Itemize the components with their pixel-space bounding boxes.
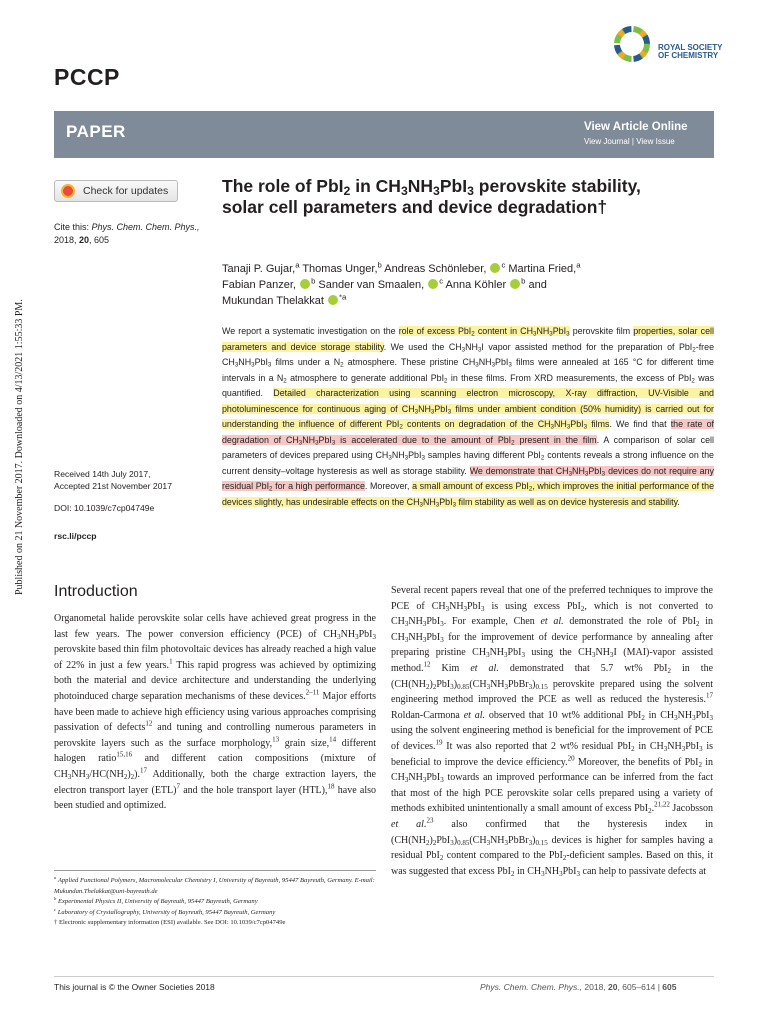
paper-banner (54, 111, 714, 158)
highlight-red: We demonstrate that $CH_3NH_3PbI_3$ devices do not require any residual PbI$_2$ for a high performance (222, 465, 714, 493)
abstract: We report a systematic investigation on the role of excess PbI$_2$ content in $CH_3NH_3PbI_3$ perovskite film properties, solar cell parameters and device storage stability. We used the $CH_3NH_3I$ vapor assisted method for the preparation of PbI$_2$-free $CH_3NH_3PbI_3$ films under a $N_2$ atmosphere. These pristine $CH_3NH_3PbI_3$ films were annealed at 165 °C for different time intervals in a $N_2$ atmosphere to generate additional PbI$_2$ in these films. From XRD measurements, the excess of PbI$_2$ was quantified. Detailed characterization using scanning electron microscopy, X-ray diffraction, UV-Visible and photoluminescence for continuous aging of $CH_3NH_3PbI_3$ films under ambient condition (50% humidity) is carried out for understanding the influence of different PbI$_2$ contents on degradation of the $CH_3NH_3PbI_3$ films. We find that the rate of degradation of $CH_3NH_3PbI_3$ is accelerated due to the amount of PbI$_2$ present in the film. A comparison of solar cell parameters of devices prepared using $CH_3NH_3PbI_3$ samples having different PbI$_2$ contents reveals a strong influence on the current density–voltage hysteresis as well as storage stability. We demonstrate that $CH_3NH_3PbI_3$ devices do not require any residual PbI$_2$ for a high performance. Moreover, a small amount of excess PbI$_2$, which improves the initial performance of the devices slightly, has undesirable effects on the $CH_3NH_3PbI_3$ film stability as well as on device hysteresis and stability. (222, 326, 715, 509)
author-list: Tanaji P. Gujar,$^a$ Thomas Unger,$^b$ Andreas Schönleber, $^c$ Martina Fried,$^a$ Fabian Panzer, $^b$ Sander van Smaalen, $^c$ Anna Köhler $^b$ and Mukundan Thelakkat $^{*a}$ (222, 260, 581, 307)
affiliation-b: $^b$ Experimental Physics II, University of Bayreuth, 95447 Bayreuth, Germany (54, 895, 258, 905)
highlight-red: the rate of degradation of $CH_3NH_3PbI_3$ is accelerated due to the amount of PbI$_2$ present in the film (222, 419, 714, 447)
affiliation-c: $^c$ Laboratory of Crystallography, University of Bayreuth, 95447 Bayreuth, Germany (54, 906, 276, 916)
check-for-updates-button[interactable] (54, 180, 178, 202)
footnote-divider (54, 870, 376, 871)
orcid-icon[interactable] (328, 295, 338, 305)
orcid-icon[interactable] (300, 279, 310, 289)
journal-name: PCCP (54, 64, 120, 90)
page-citation: Phys. Chem. Chem. Phys., 2018, 20, 605–614 | 605 (480, 982, 677, 992)
copyright-notice: This journal is © the Owner Societies 2018 (54, 982, 215, 992)
orcid-icon[interactable] (490, 263, 500, 273)
highlight-yellow: Detailed characterization using scanning electron microscopy, X-ray diffraction, UV-Visible and photoluminescence for continuous aging of $CH_3NH_3PbI_3$ films under ambient condition (50% humidity) is carried out for understanding the influence of different PbI$_2$ contents on degradation of the $CH_3NH_3PbI_3$ films (222, 388, 714, 431)
orcid-icon[interactable] (428, 279, 438, 289)
footer-divider (54, 976, 714, 977)
article-title: The role of PbI$_2$ in $CH_3NH_3PbI_3$ perovskite stability, solar cell parameters and device degradation† (222, 176, 641, 217)
orcid-icon[interactable] (510, 279, 520, 289)
citation: Cite this: Phys. Chem. Chem. Phys., 2018, 20, 605 (54, 222, 200, 245)
doi[interactable]: DOI: 10.1039/c7cp04749e (54, 503, 155, 513)
section-heading: Introduction (54, 583, 138, 600)
article-type-label: PAPER (66, 122, 126, 141)
view-journal-link[interactable]: View Journal (584, 137, 630, 146)
check-updates-label: Check for updates (83, 185, 169, 197)
highlight-yellow: a small amount of excess PbI$_2$, which improves the initial performance of the devices slightly, has undesirable effects on the $CH_3NH_3PbI_3$ film stability as well as on device hysteresis and stability (222, 481, 715, 509)
esi-note: † Electronic supplementary information (ESI) available. See DOI: 10.1039/c7cp04749e (54, 919, 286, 926)
highlight-yellow: properties, solar cell parameters and device storage stability (222, 326, 714, 352)
link-separator: | (631, 137, 634, 146)
rsc-logo-text: ROYAL SOCIETY OF CHEMISTRY (658, 43, 723, 60)
accepted-date: Accepted 21st November 2017 (54, 481, 172, 491)
intro-right-column: Several recent papers reveal that one of the preferred techniques to improve the PCE of $CH_3NH_3PbI_3$ is using excess PbI$_2$, which is not converted to $CH_3NH_3PbI_3$. For example, Chen et al. demonstrated the role of PbI$_2$ in $CH_3NH_3PbI_3$ for the improvement of device performance by annealing after preparing pristine $CH_3NH_3PbI_3$ using the $CH_3NH_3I$ (MAI)-vapor assisted method.$^{12}$ Kim et al. demonstrated that 5.7 wt% PbI$_2$ in the $(CH(NH_2)_2PbI_3)_{0.85}(CH_3NH_3PbBr_3)_{0.15}$ perovskite prepared using the solvent engineering method improved the PCE as well as reduced the hysteresis.$^{17}$ Roldan-Carmona et al. observed that 10 wt% additional PbI$_2$ in $CH_3NH_3PbI_3$ using the solvent engineering method is beneficial for the improvement of PCE of devices.$^{19}$ It was also reported that 2 wt% residual PbI$_2$ in $CH_3NH_3PbI_3$ is beneficial to improve the device efficiency.$^{20}$ Moreover, the benefits of PbI$_2$ in $CH_3NH_3PbI_3$ towards an improved performance can be inferred from the fact that most of the high PCE perovskite solar cells prepared using a variety of methods exhibited unintentionally a small amount of excess PbI$_2$.$^{21,22}$ Jacobsson et al.$^{23}$ also confirmed that the hysteresis index in $(CH(NH_2)_2PbI_3)_{0.85}(CH_3NH_3PbBr_3)_{0.15}$ devices is higher for samples having a residual PbI$_2$ content compared to the PbI$_2$-deficient samples. Based on this, it was suggested that excess PbI$_2$ in $CH_3NH_3PbI_3$ can help to passivate defects at (391, 585, 714, 878)
download-note: Published on 21 November 2017. Downloaded on 4/13/2021 1:55:33 PM. (14, 299, 25, 595)
dates (54, 468, 214, 492)
received-date: Received 14th July 2017, (54, 469, 151, 479)
affiliation-a: $^a$ Applied Functional Polymers, Macromolecular Chemistry I, University of Bayreuth, 95447 Bayreuth, Germany. E-mail: Mukundan.Thelakkat@uni-bayreuth.de (54, 874, 375, 895)
rsc-logo-icon (612, 24, 652, 64)
intro-left-column: Organometal halide perovskite solar cells have achieved great progress in the last few years. The power conversion efficiency (PCE) of $CH_3NH_3PbI_3$ perovskite based thin film photovoltaic devices has already reached a high value of 22% in just a few years.$^1$ This rapid progress was achieved by optimizing both the material and device architecture and understanding the underlying photoinduced charge separation mechanisms of these devices.$^{2-11}$ Major efforts have been made to achieve high efficiency using various approaches comprising passivation of defects$^{12}$ and tuning and controlling numerous parameters in perovskite layers such as the surface morphology,$^{13}$ grain size,$^{14}$ different halogen ratio$^{15,16}$ and different cation compositions (mixture of $CH_3NH_3/HC(NH_2)_2).^{17}$ Additionally, both the charge extraction layers, the electron transport layer (ETL)$^7$ and the hole transport layer (HTL),$^{18}$ have also been studied and optimized. (54, 613, 377, 812)
view-links (584, 137, 675, 146)
rsc-journal-link[interactable]: rsc.li/pccp (54, 531, 97, 541)
view-issue-link[interactable]: View Issue (636, 137, 675, 146)
highlight-yellow: role of excess PbI$_2$ content in $CH_3NH_3PbI_3$ (398, 326, 570, 338)
footnotes (54, 876, 379, 929)
bookmark-icon (61, 184, 75, 198)
view-article-online-link[interactable]: View Article Online (584, 121, 688, 133)
